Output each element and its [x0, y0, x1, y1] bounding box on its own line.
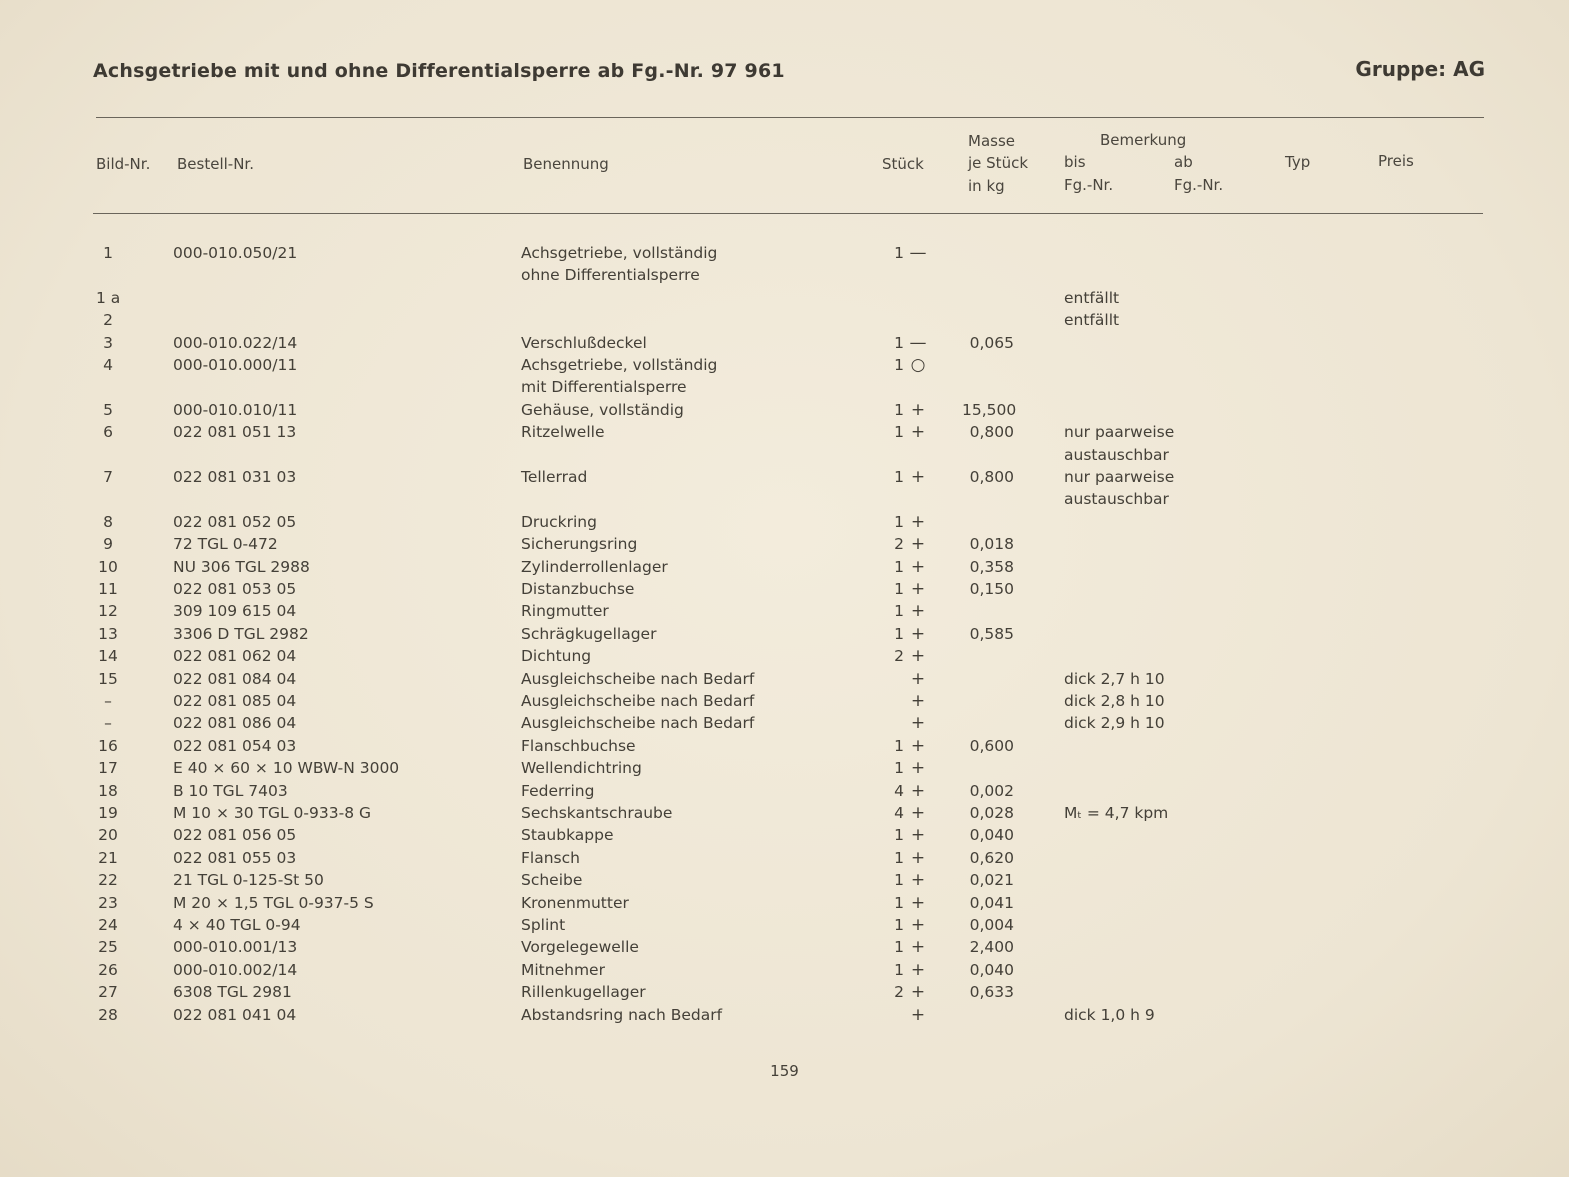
bild-number: 12: [98, 602, 118, 621]
table-row: [0, 847, 1569, 869]
quantity: 1: [894, 557, 904, 576]
table-row: [0, 466, 1569, 488]
quantity: 1: [894, 356, 904, 374]
part-name: Rillenkugellager: [521, 983, 646, 1002]
mass-kg: 0,021: [969, 871, 1014, 890]
quantity: 1: [894, 602, 904, 621]
table-row: [0, 287, 1569, 309]
table-row: [0, 264, 1569, 286]
status-mark: +: [910, 713, 926, 734]
order-number: 72 TGL 0-472: [173, 535, 278, 554]
quantity: 1: [894, 848, 904, 867]
order-number: 022 081 031 03: [173, 468, 297, 486]
table-row: [0, 623, 1569, 645]
order-number: M 10 × 30 TGL 0-933-8 G: [173, 804, 371, 822]
status-mark: +: [910, 579, 926, 599]
table-row: [0, 488, 1569, 510]
part-name: Ringmutter: [521, 602, 609, 621]
status-mark: +: [910, 422, 926, 443]
order-number: 3306 D TGL 2982: [173, 624, 309, 643]
bild-number: 11: [98, 580, 118, 598]
part-name: Ausgleichscheibe nach Bedarf: [521, 692, 755, 710]
mass-kg: 0,150: [969, 580, 1014, 598]
status-mark: +: [910, 1004, 926, 1025]
part-name: Gehäuse, vollständig: [521, 400, 684, 419]
mass-kg: 0,028: [969, 804, 1014, 822]
mass-kg: 0,018: [969, 535, 1014, 554]
mass-kg: 2,400: [969, 938, 1014, 957]
status-mark: +: [910, 825, 926, 846]
bild-number: 21: [98, 848, 118, 867]
status-mark: +: [910, 982, 926, 1003]
part-name: Distanzbuchse: [521, 580, 635, 598]
mass-kg: 0,002: [969, 781, 1014, 800]
order-number: 022 081 062 04: [173, 647, 297, 666]
part-name: Scheibe: [521, 871, 583, 890]
order-number: NU 306 TGL 2988: [173, 557, 310, 576]
order-number: 21 TGL 0-125-St 50: [173, 871, 324, 890]
order-number: 022 081 056 05: [173, 826, 297, 845]
bild-number: 24: [98, 916, 118, 934]
table-row: [0, 981, 1569, 1003]
bild-number: 14: [98, 647, 118, 666]
bild-number: 19: [98, 804, 118, 822]
table-row: [0, 1004, 1569, 1026]
status-mark: +: [910, 691, 926, 711]
table-row: [0, 959, 1569, 981]
remark: nur paarweise: [1064, 423, 1175, 442]
status-mark: +: [910, 646, 926, 667]
quantity: 1: [894, 512, 904, 531]
order-number: 022 081 041 04: [173, 1005, 297, 1024]
bild-number: 15: [98, 669, 118, 688]
order-number: 022 081 053 05: [173, 580, 297, 598]
remark: austauschbar: [1064, 445, 1169, 464]
header-rule: [93, 213, 1483, 214]
remark: dick 2,7 h 10: [1064, 669, 1165, 688]
mass-kg: 0,620: [969, 848, 1014, 867]
remark: entfällt: [1064, 311, 1120, 330]
remark: nur paarweise: [1064, 468, 1175, 486]
order-number: 022 081 086 04: [173, 714, 297, 733]
part-name: Abstandsring nach Bedarf: [521, 1005, 723, 1024]
order-number: 022 081 054 03: [173, 736, 297, 755]
part-name: Vorgelegewelle: [521, 938, 639, 957]
order-number: 000-010.010/11: [173, 400, 298, 419]
status-mark: +: [910, 735, 926, 756]
part-name: Sechskantschraube: [521, 804, 673, 822]
status-mark: +: [910, 892, 926, 913]
quantity: 2: [894, 983, 904, 1002]
table-row: [0, 824, 1569, 846]
part-name: Federring: [521, 781, 595, 800]
table-row: [0, 914, 1569, 936]
part-name: mit Differentialsperre: [521, 378, 687, 397]
order-number: E 40 × 60 × 10 WBW-N 3000: [173, 759, 400, 778]
order-number: 000-010.050/21: [173, 244, 298, 262]
quantity: 1: [894, 759, 904, 778]
bild-number: 10: [98, 557, 118, 576]
col-header-benennung: Benennung: [523, 155, 609, 173]
quantity: 1: [894, 736, 904, 755]
part-name: Zylinderrollenlager: [521, 557, 668, 576]
table-row: [0, 376, 1569, 398]
table-row: [0, 869, 1569, 891]
status-mark: ○: [910, 355, 926, 375]
mass-kg: 0,633: [969, 983, 1014, 1002]
quantity: 1: [894, 468, 904, 486]
remark: entfällt: [1064, 288, 1120, 307]
bild-number: 5: [103, 400, 113, 419]
remark: dick 1,0 h 9: [1064, 1005, 1155, 1024]
part-name: ohne Differentialsperre: [521, 266, 700, 285]
mass-kg: 0,040: [969, 826, 1014, 845]
order-number: 022 081 085 04: [173, 692, 297, 710]
part-name: Wellendichtring: [521, 759, 642, 778]
bild-number: 4: [103, 356, 113, 374]
table-row: [0, 892, 1569, 914]
part-name: Kronenmutter: [521, 893, 629, 912]
mass-kg: 0,004: [969, 916, 1014, 934]
table-row: [0, 668, 1569, 690]
quantity: 4: [894, 781, 904, 800]
table-row: [0, 712, 1569, 734]
bild-number: 7: [103, 468, 113, 486]
status-mark: +: [910, 399, 926, 420]
quantity: 1: [894, 938, 904, 957]
bild-number: 23: [98, 893, 118, 912]
mass-kg: 0,585: [969, 624, 1014, 643]
status-mark: +: [910, 915, 926, 935]
remark: Mₜ = 4,7 kpm: [1064, 804, 1169, 822]
col-header-bestell: Bestell-Nr.: [177, 155, 254, 173]
order-number: 000-010.001/13: [173, 938, 298, 957]
order-number: 022 081 084 04: [173, 669, 297, 688]
mass-kg: 0,065: [969, 333, 1014, 352]
quantity: 1: [894, 624, 904, 643]
status-mark: +: [910, 937, 926, 958]
part-name: Splint: [521, 916, 566, 934]
col-header-typ: Typ: [1285, 153, 1311, 171]
bild-number: 17: [98, 759, 118, 778]
bild-number: 26: [98, 960, 118, 979]
bild-number: 6: [103, 423, 113, 442]
order-number: 309 109 615 04: [173, 602, 297, 621]
bild-number: 3: [103, 333, 113, 352]
bild-number: 20: [98, 826, 118, 845]
mass-kg: 0,800: [969, 468, 1014, 486]
mass-kg: 0,040: [969, 960, 1014, 979]
bild-number: 28: [98, 1005, 118, 1024]
col-header-bild: Bild-Nr.: [96, 155, 151, 173]
col-header-ab-1: ab: [1174, 153, 1193, 171]
order-number: 022 081 052 05: [173, 512, 297, 531]
page-number: 159: [770, 1062, 799, 1080]
remark: dick 2,9 h 10: [1064, 714, 1165, 733]
col-header-preis: Preis: [1378, 152, 1414, 170]
status-mark: +: [910, 511, 926, 532]
part-name: Ausgleichscheibe nach Bedarf: [521, 669, 755, 688]
col-header-ab-2: Fg.-Nr.: [1174, 176, 1224, 194]
part-name: Achsgetriebe, vollständig: [521, 244, 718, 262]
bild-number: 25: [98, 938, 118, 957]
table-row: [0, 690, 1569, 712]
status-mark: +: [910, 467, 926, 487]
quantity: 1: [894, 580, 904, 598]
table-row: [0, 533, 1569, 555]
bild-number: 27: [98, 983, 118, 1002]
quantity: 1: [894, 960, 904, 979]
status-mark: +: [910, 803, 926, 823]
remark: austauschbar: [1064, 490, 1169, 509]
status-mark: +: [910, 601, 926, 622]
col-header-bis-1: bis: [1064, 153, 1086, 171]
part-name: Schrägkugellager: [521, 624, 657, 643]
page-title: Achsgetriebe mit und ohne Differentialsperre ab Fg.-Nr. 97 961: [93, 60, 785, 82]
status-mark: —: [909, 332, 927, 353]
table-row: [0, 578, 1569, 600]
table-row: [0, 802, 1569, 824]
bild-number: 9: [103, 535, 113, 554]
table-row: [0, 511, 1569, 533]
quantity: 1: [894, 871, 904, 890]
part-name: Staubkappe: [521, 826, 614, 845]
status-mark: +: [910, 668, 926, 689]
part-name: Achsgetriebe, vollständig: [521, 356, 718, 374]
status-mark: —: [909, 243, 927, 263]
status-mark: +: [910, 623, 926, 644]
part-name: Druckring: [521, 512, 597, 531]
order-number: 022 081 051 13: [173, 423, 297, 442]
table-row: [0, 242, 1569, 264]
part-name: Flansch: [521, 848, 580, 867]
col-header-masse-2: je Stück: [968, 154, 1029, 172]
mass-kg: 0,358: [969, 557, 1014, 576]
status-mark: +: [910, 959, 926, 980]
quantity: 1: [894, 333, 904, 352]
col-header-bemerkung: Bemerkung: [1100, 131, 1187, 149]
status-mark: +: [910, 534, 926, 555]
order-number: M 20 × 1,5 TGL 0-937-5 S: [173, 893, 374, 912]
bild-number: 22: [98, 871, 118, 890]
bild-number: 1 a: [96, 288, 121, 307]
table-row: [0, 332, 1569, 354]
table-row: [0, 399, 1569, 421]
table-row: [0, 735, 1569, 757]
table-row: [0, 936, 1569, 958]
bild-number: 16: [98, 736, 118, 755]
part-name: Flanschbuchse: [521, 736, 636, 755]
order-number: 000-010.000/11: [173, 356, 298, 374]
mass-kg: 0,041: [969, 893, 1014, 912]
part-name: Ritzelwelle: [521, 423, 605, 442]
quantity: 4: [894, 804, 904, 822]
quantity: 2: [894, 647, 904, 666]
quantity: 2: [894, 535, 904, 554]
col-header-bis-2: Fg.-Nr.: [1064, 176, 1114, 194]
part-name: Mitnehmer: [521, 960, 605, 979]
order-number: 000-010.002/14: [173, 960, 298, 979]
table-row: [0, 444, 1569, 466]
quantity: 1: [894, 826, 904, 845]
bild-number: 18: [98, 781, 118, 800]
group-label: Gruppe: AG: [1355, 57, 1485, 81]
bild-number: –: [104, 714, 112, 733]
table-row: [0, 780, 1569, 802]
part-name: Ausgleichscheibe nach Bedarf: [521, 714, 755, 733]
quantity: 1: [894, 423, 904, 442]
bild-number: 13: [98, 624, 118, 643]
status-mark: +: [910, 758, 926, 779]
table-row: [0, 645, 1569, 667]
table-row: [0, 354, 1569, 376]
order-number: 4 × 40 TGL 0-94: [173, 916, 301, 934]
quantity: 1: [894, 893, 904, 912]
mass-kg: 0,800: [969, 423, 1014, 442]
part-name: Verschlußdeckel: [521, 333, 647, 352]
status-mark: +: [910, 780, 926, 801]
status-mark: +: [910, 556, 926, 577]
table-row: [0, 309, 1569, 331]
status-mark: +: [910, 870, 926, 891]
part-name: Dichtung: [521, 647, 592, 666]
bild-number: –: [104, 692, 112, 710]
col-header-masse-3: in kg: [968, 177, 1005, 195]
quantity: 1: [894, 400, 904, 419]
order-number: B 10 TGL 7403: [173, 781, 288, 800]
table-row: [0, 757, 1569, 779]
bild-number: 8: [103, 512, 113, 531]
order-number: 022 081 055 03: [173, 848, 297, 867]
mass-kg: 15,500: [962, 400, 1017, 419]
order-number: 6308 TGL 2981: [173, 983, 292, 1002]
top-rule: [96, 117, 1484, 118]
col-header-masse-1: Masse: [968, 132, 1015, 150]
part-name: Sicherungsring: [521, 535, 638, 554]
part-name: Tellerrad: [521, 468, 588, 486]
col-header-stueck: Stück: [882, 155, 924, 173]
table-row: [0, 556, 1569, 578]
mass-kg: 0,600: [969, 736, 1014, 755]
remark: dick 2,8 h 10: [1064, 692, 1165, 710]
quantity: 1: [894, 244, 904, 262]
quantity: 1: [894, 916, 904, 934]
bild-number: 1: [103, 244, 113, 262]
table-row: [0, 600, 1569, 622]
bild-number: 2: [103, 311, 113, 330]
status-mark: +: [910, 847, 926, 868]
table-row: [0, 421, 1569, 443]
order-number: 000-010.022/14: [173, 333, 298, 352]
